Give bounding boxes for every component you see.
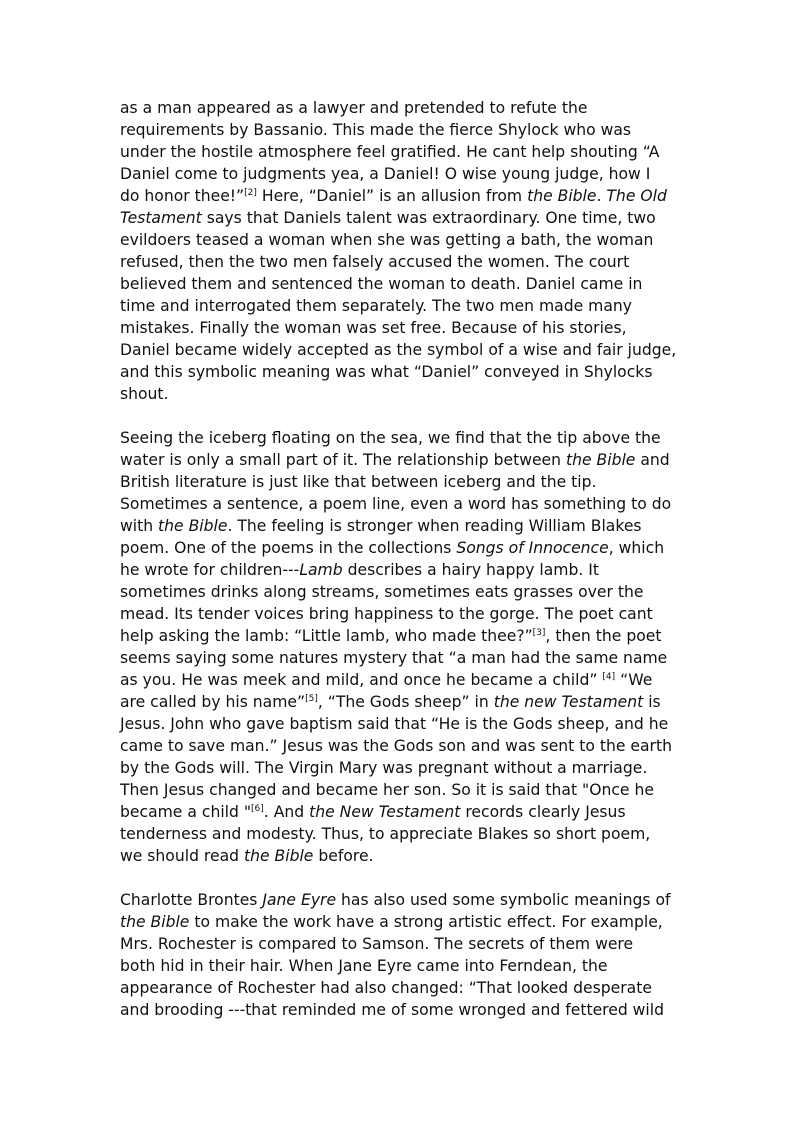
text-run: Here, “Daniel” is an allusion from xyxy=(256,187,528,205)
text-run: . The feeling is stronger when reading William Blakes xyxy=(227,517,642,535)
text-run: mead. Its tender voices bring happiness to the gorge. The poet cant xyxy=(120,605,653,623)
text-line xyxy=(120,845,680,867)
text-run: Then Jesus changed and became her son. So it is said that "Once he xyxy=(120,781,654,799)
text-run: has also used some symbolic meanings of xyxy=(336,891,671,909)
text-run: Jesus. John who gave baptism said that “He is the Gods sheep, and he xyxy=(120,715,669,733)
italic-text: Songs of Innocence xyxy=(456,539,609,557)
text-run: believed them and sentenced the woman to death. Daniel came in xyxy=(120,275,643,293)
paragraph xyxy=(120,427,680,867)
text-run: both hid in their hair. When Jane Eyre came into Ferndean, the xyxy=(120,957,608,975)
text-line xyxy=(120,185,680,207)
italic-text: the new Testament xyxy=(493,693,644,711)
text-line xyxy=(120,537,680,559)
text-line xyxy=(120,955,680,977)
text-run: Mrs. Rochester is compared to Samson. The secrets of them were xyxy=(120,935,634,953)
text-run: mistakes. Finally the woman was set free. Because of his stories, xyxy=(120,319,627,337)
italic-text: Lamb xyxy=(299,561,343,579)
italic-text: the Bible xyxy=(158,517,228,535)
footnote-reference: [4] xyxy=(602,672,616,682)
text-run: became a child " xyxy=(120,803,252,821)
text-run: sometimes drinks along streams, sometimes eats grasses over the xyxy=(120,583,644,601)
text-line xyxy=(120,757,680,779)
text-run: is xyxy=(643,693,661,711)
text-run: British literature is just like that between iceberg and the tip. xyxy=(120,473,597,491)
text-run: . xyxy=(596,187,607,205)
italic-text: the Bible xyxy=(527,187,597,205)
text-line xyxy=(120,735,680,757)
paragraph xyxy=(120,97,680,405)
text-run: refused, then the two men falsely accused the women. The court xyxy=(120,253,630,271)
text-run: Seeing the iceberg floating on the sea, we find that the tip above the xyxy=(120,429,661,447)
body-text xyxy=(120,97,680,1021)
footnote-reference: [2] xyxy=(244,188,257,198)
text-run: describes a hairy happy lamb. It xyxy=(342,561,600,579)
text-line xyxy=(120,317,680,339)
text-line xyxy=(120,141,680,163)
text-run: came to save man.” Jesus was the Gods son and was sent to the earth xyxy=(120,737,672,755)
text-run: seems saying some natures mystery that “a man had the same name xyxy=(120,649,668,667)
text-line xyxy=(120,603,680,625)
text-run: tenderness and modesty. Thus, to appreciate Blakes so short poem, xyxy=(120,825,651,843)
text-line xyxy=(120,97,680,119)
text-run: do honor thee!” xyxy=(120,187,245,205)
text-run: , “The Gods sheep” in xyxy=(317,693,494,711)
italic-text: Testament xyxy=(120,209,202,227)
italic-text: The Old xyxy=(606,187,667,205)
text-run: are called by his name” xyxy=(120,693,306,711)
text-line xyxy=(120,691,680,713)
text-line xyxy=(120,383,680,405)
text-run: under the hostile atmosphere feel gratified. He cant help shouting “A xyxy=(120,143,660,161)
text-run: water is only a small part of it. The relationship between xyxy=(120,451,566,469)
text-line xyxy=(120,119,680,141)
text-run: poem. One of the poems in the collections xyxy=(120,539,457,557)
text-line xyxy=(120,163,680,185)
italic-text: the Bible xyxy=(566,451,636,469)
text-line xyxy=(120,515,680,537)
footnote-reference: [3] xyxy=(532,628,546,638)
italic-text: the Bible xyxy=(244,847,314,865)
text-line xyxy=(120,295,680,317)
text-run: with xyxy=(120,517,159,535)
text-line xyxy=(120,229,680,251)
text-line xyxy=(120,669,680,691)
text-run: Sometimes a sentence, a poem line, even a word has something to do xyxy=(120,495,672,513)
text-run: Daniel come to judgments yea, a Daniel! O wise young judge, how I xyxy=(120,165,651,183)
text-run: help asking the lamb: “Little lamb, who made thee?” xyxy=(120,627,533,645)
text-line xyxy=(120,823,680,845)
text-line xyxy=(120,647,680,669)
text-line xyxy=(120,493,680,515)
paragraph xyxy=(120,889,680,1021)
text-run: , which xyxy=(608,539,665,557)
text-line xyxy=(120,911,680,933)
text-line xyxy=(120,449,680,471)
text-run: appearance of Rochester had also changed: “That looked desperate xyxy=(120,979,652,997)
italic-text: Jane Eyre xyxy=(262,891,337,909)
text-run: evildoers teased a woman when she was getting a bath, the woman xyxy=(120,231,654,249)
text-run: . And xyxy=(263,803,310,821)
text-run: before. xyxy=(313,847,374,865)
text-run: time and interrogated them separately. The two men made many xyxy=(120,297,633,315)
text-line xyxy=(120,779,680,801)
text-line xyxy=(120,581,680,603)
text-line xyxy=(120,471,680,493)
text-line xyxy=(120,339,680,361)
text-run: records clearly Jesus xyxy=(460,803,626,821)
footnote-reference: [6] xyxy=(251,804,264,814)
text-run: Charlotte Brontes xyxy=(120,891,263,909)
text-run: to make the work have a strong artistic effect. For example, xyxy=(189,913,663,931)
text-line xyxy=(120,273,680,295)
italic-text: the New Testament xyxy=(309,803,461,821)
text-line xyxy=(120,977,680,999)
text-line xyxy=(120,625,680,647)
text-line xyxy=(120,933,680,955)
text-line xyxy=(120,207,680,229)
text-line xyxy=(120,427,680,449)
text-run: and this symbolic meaning was what “Daniel” conveyed in Shylocks xyxy=(120,363,653,381)
text-run: as a man appeared as a lawyer and pretended to refute the xyxy=(120,99,588,117)
italic-text: the Bible xyxy=(120,913,190,931)
text-run: requirements by Bassanio. This made the fierce Shylock who was xyxy=(120,121,632,139)
text-line xyxy=(120,999,680,1021)
text-run: we should read xyxy=(120,847,244,865)
text-line xyxy=(120,559,680,581)
text-line xyxy=(120,713,680,735)
text-line xyxy=(120,801,680,823)
text-line xyxy=(120,251,680,273)
text-run: he wrote for children--- xyxy=(120,561,300,579)
text-run: and xyxy=(635,451,670,469)
text-run: shout. xyxy=(120,385,169,403)
text-run: by the Gods will. The Virgin Mary was pregnant without a marriage. xyxy=(120,759,648,777)
text-run: and brooding ---that reminded me of some wronged and fettered wild xyxy=(120,1001,664,1019)
footnote-reference: [5] xyxy=(305,694,318,704)
text-line xyxy=(120,361,680,383)
text-run: Daniel became widely accepted as the symbol of a wise and fair judge, xyxy=(120,341,677,359)
text-run: “We xyxy=(615,671,653,689)
text-run: says that Daniels talent was extraordinary. One time, two xyxy=(201,209,656,227)
text-run: as you. He was meek and mild, and once he became a child” xyxy=(120,671,603,689)
text-run: , then the poet xyxy=(545,627,662,645)
text-line xyxy=(120,889,680,911)
